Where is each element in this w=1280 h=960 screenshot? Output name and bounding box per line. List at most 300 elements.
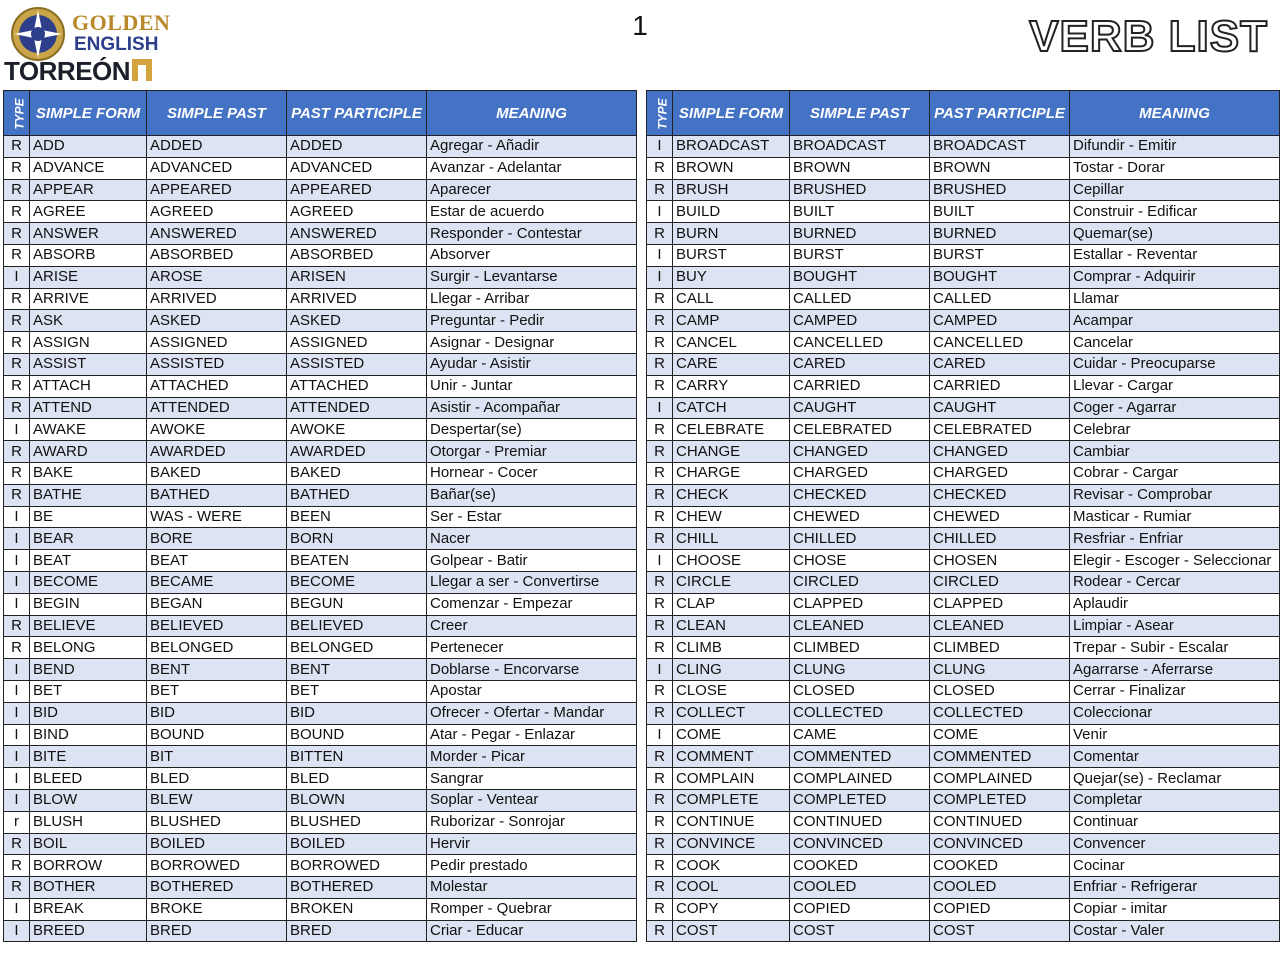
cell-type: R: [4, 375, 30, 397]
cell-type: R: [4, 136, 30, 158]
cell-simple-form: AGREE: [30, 201, 147, 223]
cell-meaning: Quemar(se): [1070, 223, 1280, 245]
cell-simple-form: BURN: [673, 223, 790, 245]
cell-type: R: [647, 833, 673, 855]
cell-past-participle: BRUSHED: [930, 179, 1070, 201]
cell-type: R: [4, 855, 30, 877]
cell-simple-past: BRED: [147, 920, 287, 942]
cell-simple-past: BID: [147, 702, 287, 724]
cell-meaning: Llegar a ser - Convertirse: [427, 571, 637, 593]
cell-simple-past: BIT: [147, 746, 287, 768]
cell-past-participle: CAUGHT: [930, 397, 1070, 419]
cell-type: R: [647, 484, 673, 506]
cell-type: R: [647, 920, 673, 942]
cell-past-participle: CHARGED: [930, 462, 1070, 484]
table-row: [4, 746, 637, 768]
cell-simple-past: BET: [147, 680, 287, 702]
col-header-simple-form: SIMPLE FORM: [673, 91, 790, 136]
cell-simple-past: CANCELLED: [790, 332, 930, 354]
cell-type: I: [4, 680, 30, 702]
cell-simple-past: BAKED: [147, 462, 287, 484]
table-row: [647, 375, 1280, 397]
cell-meaning: Llamar: [1070, 288, 1280, 310]
verb-table-right-body: [647, 136, 1280, 942]
cell-simple-form: APPEAR: [30, 179, 147, 201]
table-row: [647, 637, 1280, 659]
cell-past-participle: COLLECTED: [930, 702, 1070, 724]
cell-simple-past: COLLECTED: [790, 702, 930, 724]
cell-meaning: Costar - Valer: [1070, 920, 1280, 942]
cell-type: R: [4, 179, 30, 201]
cell-simple-past: CALLED: [790, 288, 930, 310]
cell-past-participle: ASKED: [287, 310, 427, 332]
table-header-row: [4, 91, 637, 136]
table-row: [647, 680, 1280, 702]
table-row: [4, 288, 637, 310]
cell-simple-form: CHILL: [673, 528, 790, 550]
table-row: [647, 223, 1280, 245]
cell-meaning: Romper - Quebrar: [427, 898, 637, 920]
cell-simple-form: BUY: [673, 266, 790, 288]
cell-meaning: Continuar: [1070, 811, 1280, 833]
table-row: [647, 201, 1280, 223]
cell-meaning: Difundir - Emitir: [1070, 136, 1280, 158]
logo-english-text: ENGLISH: [74, 34, 159, 55]
verb-table-right: [646, 90, 1280, 942]
cell-simple-form: CAMP: [673, 310, 790, 332]
table-row: [4, 811, 637, 833]
cell-simple-past: ASSIGNED: [147, 332, 287, 354]
cell-type: I: [647, 244, 673, 266]
cell-simple-past: BURST: [790, 244, 930, 266]
cell-simple-past: CIRCLED: [790, 571, 930, 593]
cell-type: R: [647, 353, 673, 375]
verb-table-left-body: [4, 136, 637, 942]
cell-past-participle: COME: [930, 724, 1070, 746]
cell-type: R: [4, 484, 30, 506]
cell-past-participle: BENT: [287, 659, 427, 681]
cell-meaning: Surgir - Levantarse: [427, 266, 637, 288]
table-row: [4, 789, 637, 811]
cell-past-participle: BROKEN: [287, 898, 427, 920]
table-row: [647, 550, 1280, 572]
cell-simple-past: CHILLED: [790, 528, 930, 550]
cell-simple-past: CLUNG: [790, 659, 930, 681]
cell-type: R: [647, 877, 673, 899]
cell-simple-past: CHANGED: [790, 441, 930, 463]
table-row: [4, 550, 637, 572]
cell-simple-form: ARRIVE: [30, 288, 147, 310]
table-row: [4, 833, 637, 855]
cell-simple-past: BOUGHT: [790, 266, 930, 288]
cell-simple-form: COLLECT: [673, 702, 790, 724]
cell-meaning: Molestar: [427, 877, 637, 899]
table-row: [647, 877, 1280, 899]
cell-simple-form: COMPLETE: [673, 789, 790, 811]
cell-meaning: Tostar - Dorar: [1070, 157, 1280, 179]
cell-past-participle: BLUSHED: [287, 811, 427, 833]
table-row: [647, 136, 1280, 158]
cell-past-participle: ARRIVED: [287, 288, 427, 310]
cell-simple-form: COME: [673, 724, 790, 746]
cell-simple-form: CHEW: [673, 506, 790, 528]
cell-meaning: Estallar - Reventar: [1070, 244, 1280, 266]
table-row: [647, 789, 1280, 811]
cell-type: I: [647, 724, 673, 746]
cell-simple-past: ANSWERED: [147, 223, 287, 245]
cell-past-participle: CLOSED: [930, 680, 1070, 702]
table-row: [647, 571, 1280, 593]
cell-simple-past: APPEARED: [147, 179, 287, 201]
col-header-type: TYPE: [647, 91, 673, 136]
cell-simple-form: BET: [30, 680, 147, 702]
cell-simple-past: ATTACHED: [147, 375, 287, 397]
cell-type: R: [647, 157, 673, 179]
cell-meaning: Criar - Educar: [427, 920, 637, 942]
cell-type: R: [4, 441, 30, 463]
cell-past-participle: BOUGHT: [930, 266, 1070, 288]
cell-past-participle: AWOKE: [287, 419, 427, 441]
cell-meaning: Quejar(se) - Reclamar: [1070, 768, 1280, 790]
logo-golden-text: GOLDEN: [72, 10, 171, 35]
cell-simple-form: CALL: [673, 288, 790, 310]
cell-simple-form: BUILD: [673, 201, 790, 223]
cell-simple-form: AWAKE: [30, 419, 147, 441]
cell-meaning: Otorgar - Premiar: [427, 441, 637, 463]
cell-simple-form: BROADCAST: [673, 136, 790, 158]
cell-past-participle: ATTACHED: [287, 375, 427, 397]
cell-simple-past: BORROWED: [147, 855, 287, 877]
cell-type: R: [647, 680, 673, 702]
table-row: [647, 528, 1280, 550]
cell-simple-past: CONTINUED: [790, 811, 930, 833]
cell-meaning: Pedir prestado: [427, 855, 637, 877]
cell-meaning: Ofrecer - Ofertar - Mandar: [427, 702, 637, 724]
cell-meaning: Cobrar - Cargar: [1070, 462, 1280, 484]
cell-type: R: [647, 375, 673, 397]
cell-simple-form: CHARGE: [673, 462, 790, 484]
cell-type: I: [4, 528, 30, 550]
cell-simple-form: BEAT: [30, 550, 147, 572]
cell-type: R: [647, 223, 673, 245]
cell-type: R: [647, 855, 673, 877]
cell-simple-form: BORROW: [30, 855, 147, 877]
table-row: [4, 877, 637, 899]
cell-meaning: Trepar - Subir - Escalar: [1070, 637, 1280, 659]
cell-past-participle: CANCELLED: [930, 332, 1070, 354]
cell-simple-form: CATCH: [673, 397, 790, 419]
cell-past-participle: BRED: [287, 920, 427, 942]
cell-simple-past: BRUSHED: [790, 179, 930, 201]
cell-simple-form: CHOOSE: [673, 550, 790, 572]
table-row: [647, 898, 1280, 920]
cell-type: I: [4, 419, 30, 441]
cell-type: R: [4, 201, 30, 223]
table-row: [647, 397, 1280, 419]
cell-type: R: [647, 462, 673, 484]
cell-simple-past: COPIED: [790, 898, 930, 920]
cell-simple-past: ADDED: [147, 136, 287, 158]
cell-past-participle: ASSIGNED: [287, 332, 427, 354]
cell-past-participle: BID: [287, 702, 427, 724]
cell-type: R: [4, 244, 30, 266]
cell-past-participle: CONTINUED: [930, 811, 1070, 833]
cell-simple-past: CHARGED: [790, 462, 930, 484]
cell-simple-form: CHANGE: [673, 441, 790, 463]
cell-meaning: Cuidar - Preocuparse: [1070, 353, 1280, 375]
cell-type: R: [647, 179, 673, 201]
col-header-simple-past: SIMPLE PAST: [790, 91, 930, 136]
cell-past-participle: CHOSEN: [930, 550, 1070, 572]
cell-simple-form: ASSIGN: [30, 332, 147, 354]
cell-past-participle: CALLED: [930, 288, 1070, 310]
cell-simple-form: COST: [673, 920, 790, 942]
cell-meaning: Soplar - Ventear: [427, 789, 637, 811]
cell-past-participle: AWARDED: [287, 441, 427, 463]
cell-meaning: Ayudar - Asistir: [427, 353, 637, 375]
cell-type: R: [647, 702, 673, 724]
cell-type: R: [647, 746, 673, 768]
cell-meaning: Despertar(se): [427, 419, 637, 441]
cell-simple-form: COMPLAIN: [673, 768, 790, 790]
table-row: [647, 768, 1280, 790]
cell-past-participle: COMMENTED: [930, 746, 1070, 768]
cell-simple-form: BEND: [30, 659, 147, 681]
cell-past-participle: ASSISTED: [287, 353, 427, 375]
cell-past-participle: COMPLAINED: [930, 768, 1070, 790]
cell-simple-past: BOTHERED: [147, 877, 287, 899]
cell-simple-past: COST: [790, 920, 930, 942]
cell-type: I: [4, 266, 30, 288]
cell-simple-past: CHECKED: [790, 484, 930, 506]
cell-type: I: [4, 571, 30, 593]
table-row: [647, 702, 1280, 724]
cell-simple-past: COOKED: [790, 855, 930, 877]
cell-meaning: Completar: [1070, 789, 1280, 811]
cell-meaning: Limpiar - Asear: [1070, 615, 1280, 637]
cell-simple-past: COMPLETED: [790, 789, 930, 811]
cell-type: R: [647, 811, 673, 833]
cell-past-participle: COMPLETED: [930, 789, 1070, 811]
table-row: [4, 136, 637, 158]
cell-type: I: [647, 266, 673, 288]
cell-meaning: Agarrarse - Aferrarse: [1070, 659, 1280, 681]
table-row: [4, 179, 637, 201]
cell-simple-form: ADD: [30, 136, 147, 158]
table-row: [4, 571, 637, 593]
cell-past-participle: BLOWN: [287, 789, 427, 811]
table-row: [4, 855, 637, 877]
cell-type: I: [4, 768, 30, 790]
cell-type: R: [4, 332, 30, 354]
cell-meaning: Nacer: [427, 528, 637, 550]
table-row: [647, 855, 1280, 877]
cell-past-participle: APPEARED: [287, 179, 427, 201]
cell-simple-past: COMMENTED: [790, 746, 930, 768]
cell-meaning: Elegir - Escoger - Seleccionar: [1070, 550, 1280, 572]
table-row: [647, 244, 1280, 266]
table-row: [4, 920, 637, 942]
cell-simple-past: ABSORBED: [147, 244, 287, 266]
cell-meaning: Asistir - Acompañar: [427, 397, 637, 419]
cell-past-participle: BEEN: [287, 506, 427, 528]
cell-past-participle: COOLED: [930, 877, 1070, 899]
cell-simple-form: ASK: [30, 310, 147, 332]
cell-simple-past: CARRIED: [790, 375, 930, 397]
cell-simple-past: BLUSHED: [147, 811, 287, 833]
cell-past-participle: CHILLED: [930, 528, 1070, 550]
cell-past-participle: BELONGED: [287, 637, 427, 659]
cell-simple-past: CELEBRATED: [790, 419, 930, 441]
cell-type: R: [4, 157, 30, 179]
cell-type: I: [4, 920, 30, 942]
cell-past-participle: BECOME: [287, 571, 427, 593]
cell-past-participle: BROADCAST: [930, 136, 1070, 158]
cell-simple-form: BLOW: [30, 789, 147, 811]
page-title: VERB LIST: [1029, 12, 1268, 61]
cell-type: R: [647, 441, 673, 463]
table-row: [4, 637, 637, 659]
table-row: [4, 157, 637, 179]
cell-type: I: [4, 506, 30, 528]
cell-past-participle: CONVINCED: [930, 833, 1070, 855]
table-row: [647, 179, 1280, 201]
cell-past-participle: BOTHERED: [287, 877, 427, 899]
cell-past-participle: BATHED: [287, 484, 427, 506]
cell-type: R: [4, 615, 30, 637]
cell-simple-past: BLED: [147, 768, 287, 790]
cell-type: R: [647, 419, 673, 441]
cell-simple-past: CLIMBED: [790, 637, 930, 659]
cell-meaning: Morder - Picar: [427, 746, 637, 768]
cell-simple-past: AGREED: [147, 201, 287, 223]
cell-meaning: Enfriar - Refrigerar: [1070, 877, 1280, 899]
cell-past-participle: BITTEN: [287, 746, 427, 768]
table-row: [4, 397, 637, 419]
cell-simple-past: CHEWED: [790, 506, 930, 528]
cell-past-participle: ADVANCED: [287, 157, 427, 179]
cell-past-participle: BURNED: [930, 223, 1070, 245]
cell-simple-past: BOUND: [147, 724, 287, 746]
cell-type: I: [4, 593, 30, 615]
cell-simple-form: ADVANCE: [30, 157, 147, 179]
cell-simple-form: CARRY: [673, 375, 790, 397]
cell-past-participle: BLED: [287, 768, 427, 790]
cell-past-participle: AGREED: [287, 201, 427, 223]
cell-simple-form: BID: [30, 702, 147, 724]
cell-meaning: Asignar - Designar: [427, 332, 637, 354]
cell-simple-form: AWARD: [30, 441, 147, 463]
cell-simple-form: BREAK: [30, 898, 147, 920]
cell-simple-form: CLAP: [673, 593, 790, 615]
cell-simple-past: BELONGED: [147, 637, 287, 659]
table-row: [4, 310, 637, 332]
table-row: [647, 484, 1280, 506]
cell-type: I: [647, 397, 673, 419]
cell-meaning: Agregar - Añadir: [427, 136, 637, 158]
table-row: [647, 310, 1280, 332]
cell-meaning: Golpear - Batir: [427, 550, 637, 572]
compass-star-icon: [10, 6, 66, 62]
cell-simple-form: COOL: [673, 877, 790, 899]
cell-type: I: [647, 136, 673, 158]
cell-meaning: Copiar - imitar: [1070, 898, 1280, 920]
cell-type: R: [4, 310, 30, 332]
cell-meaning: Coger - Agarrar: [1070, 397, 1280, 419]
cell-meaning: Venir: [1070, 724, 1280, 746]
cell-meaning: Coleccionar: [1070, 702, 1280, 724]
cell-meaning: Acampar: [1070, 310, 1280, 332]
cell-simple-form: COMMENT: [673, 746, 790, 768]
cell-meaning: Cancelar: [1070, 332, 1280, 354]
cell-past-participle: ABSORBED: [287, 244, 427, 266]
cell-past-participle: CHANGED: [930, 441, 1070, 463]
table-row: [4, 244, 637, 266]
cell-meaning: Cepillar: [1070, 179, 1280, 201]
cell-meaning: Bañar(se): [427, 484, 637, 506]
table-row: [647, 615, 1280, 637]
table-row: [647, 441, 1280, 463]
cell-simple-form: CARE: [673, 353, 790, 375]
cell-past-participle: BELIEVED: [287, 615, 427, 637]
cell-past-participle: CHEWED: [930, 506, 1070, 528]
cell-simple-form: ATTEND: [30, 397, 147, 419]
cell-past-participle: BEGUN: [287, 593, 427, 615]
cell-simple-form: CIRCLE: [673, 571, 790, 593]
cell-simple-past: ADVANCED: [147, 157, 287, 179]
table-row: [4, 506, 637, 528]
cell-simple-past: BLEW: [147, 789, 287, 811]
cell-type: R: [647, 593, 673, 615]
cell-type: R: [647, 310, 673, 332]
cell-past-participle: BUILT: [930, 201, 1070, 223]
cell-type: R: [4, 462, 30, 484]
cell-type: I: [4, 702, 30, 724]
table-row: [4, 266, 637, 288]
table-row: [647, 419, 1280, 441]
cell-meaning: Absorver: [427, 244, 637, 266]
cell-simple-past: BEAT: [147, 550, 287, 572]
cell-simple-form: BREED: [30, 920, 147, 942]
table-row: [647, 593, 1280, 615]
cell-simple-form: BEAR: [30, 528, 147, 550]
cell-meaning: Resfriar - Enfriar: [1070, 528, 1280, 550]
cell-past-participle: CLUNG: [930, 659, 1070, 681]
cell-past-participle: CLIMBED: [930, 637, 1070, 659]
cell-simple-past: CLEANED: [790, 615, 930, 637]
col-header-past-participle: PAST PARTICIPLE: [930, 91, 1070, 136]
cell-past-participle: BOUND: [287, 724, 427, 746]
cell-meaning: Ruborizar - Sonrojar: [427, 811, 637, 833]
cell-simple-past: BENT: [147, 659, 287, 681]
cell-simple-form: BLEED: [30, 768, 147, 790]
cell-simple-form: COOK: [673, 855, 790, 877]
cell-meaning: Celebrar: [1070, 419, 1280, 441]
cell-simple-form: BELONG: [30, 637, 147, 659]
table-row: [4, 332, 637, 354]
cell-simple-form: CELEBRATE: [673, 419, 790, 441]
cell-past-participle: CHECKED: [930, 484, 1070, 506]
cell-simple-past: CHOSE: [790, 550, 930, 572]
col-header-meaning: MEANING: [427, 91, 637, 136]
table-row: [647, 462, 1280, 484]
cell-meaning: Hornear - Cocer: [427, 462, 637, 484]
cell-simple-past: BELIEVED: [147, 615, 287, 637]
cell-simple-past: BATHED: [147, 484, 287, 506]
cell-simple-past: AWOKE: [147, 419, 287, 441]
cell-simple-past: BROKE: [147, 898, 287, 920]
table-row: [647, 506, 1280, 528]
